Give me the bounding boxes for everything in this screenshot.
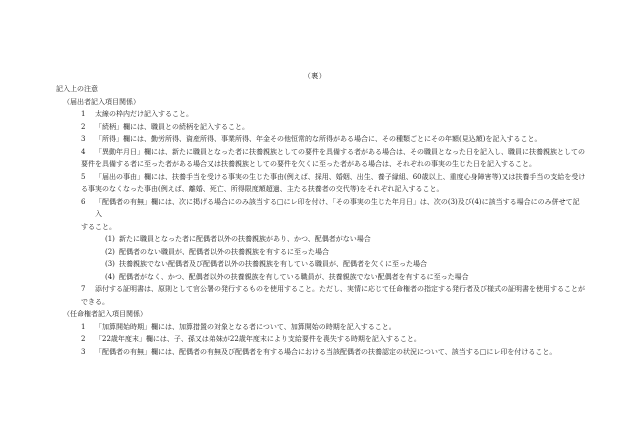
- item-number: 6: [81, 197, 86, 206]
- item-number: 1: [81, 110, 86, 118]
- note-subitem-4: [56, 271, 586, 284]
- item-text: 「22歳年度末」欄には、子、孫又は弟妹が22歳年度末により支給要件を喪失する時期を記入すること。: [95, 335, 421, 343]
- note-item-5: [56, 171, 586, 184]
- subitem-text: 扶養親族でない配偶者及び配偶者以外の扶養親族を有している職員が、配偶者を欠くに至った場合: [119, 260, 427, 268]
- notes-body: [56, 83, 586, 358]
- item-number: 2: [81, 335, 86, 343]
- item-number: 1: [81, 322, 86, 331]
- note-item-6-continued: すること。: [81, 222, 116, 231]
- section-title-appointer: （任命権者記入項目関係）: [63, 310, 147, 318]
- notes-heading: 記入上の注意: [56, 85, 98, 93]
- item-text: 「届出の事由」欄には、扶養手当を受ける事実の生じた事由(例えば、採用、婚姻、出生、養子縁組、60歳以上、重度心身障害等)又は扶養手当の支給を受け: [95, 172, 586, 181]
- note-item-3: [56, 133, 586, 146]
- note-item-5-continued: る事実のなくなった事由(例えば、離婚、死亡、所得限度額超過、主たる扶養者の交代等)をそれぞれ記入すること。: [81, 185, 444, 193]
- appointer-item-1: [56, 321, 586, 334]
- appointer-item-2: [56, 333, 586, 346]
- note-item-1: [56, 108, 586, 121]
- note-subitem-3: [56, 258, 586, 271]
- item-number: 3: [81, 135, 86, 143]
- item-text: 「所得」欄には、勤労所得、資産所得、事業所得、年金その他恒常的な所得がある場合に、その種類ごとにその年額(見込額)を記入すること。: [95, 135, 542, 143]
- subitem-number: (3): [105, 260, 115, 268]
- subitem-number: (1): [105, 235, 115, 243]
- note-item-2: [56, 121, 586, 134]
- item-text: 「配偶者の有無」欄には、次に掲げる場合にのみ該当する□にレ印を付け、「その事実の生じた年月日」は、次の(3)及び(4)に該当する場合にのみ併せて記入: [95, 197, 580, 218]
- item-number: 7: [81, 285, 86, 293]
- note-item-6: [56, 196, 586, 221]
- item-text: 添付する証明書は、原則として官公署の発行するものを使用すること。ただし、実情に応じて任命権者の指定する発行者及び様式の証明書を使用することが: [95, 285, 585, 293]
- page-side-label: （裏）: [303, 72, 327, 80]
- subitem-number: (4): [105, 272, 115, 281]
- note-item-7-continued: できる。: [81, 297, 109, 306]
- note-subitem-2: [56, 246, 586, 259]
- item-number: 2: [81, 122, 86, 131]
- subitem-number: (2): [105, 247, 115, 256]
- note-item-4: [56, 146, 586, 159]
- item-text: 「異動年月日」欄には、新たに職員となった者に扶養親族としての要件を具備する者がある場合は、その職員となった日を記入し、職員に扶養親族としての: [95, 147, 585, 156]
- subitem-text: 配偶者がなく、かつ、配偶者以外の扶養親族を有している職員が、扶養親族でない配偶者を有するに至った場合: [119, 272, 469, 281]
- note-subitem-1: [56, 233, 586, 246]
- item-number: 4: [81, 147, 86, 156]
- subitem-text: 新たに職員となった者に配偶者以外の扶養親族があり、かつ、配偶者がない場合: [119, 235, 371, 243]
- item-number: 5: [81, 172, 86, 181]
- appointer-item-3: [56, 346, 586, 359]
- note-item-7: [56, 283, 586, 296]
- note-item-4-continued: 要件を具備する者に至った者がある場合又は扶養親族としての要件を欠くに至った者がある場合は、それぞれの事実の生じた日を記入すること。: [81, 160, 536, 168]
- item-text: 「配偶者の有無」欄には、配偶者の有無及び配偶者を有する場合における当該配偶者の扶養認定の状況について、該当する□にレ印を付けること。: [95, 347, 557, 356]
- item-text: 太線の枠内だけ記入すること。: [95, 110, 193, 118]
- item-text: 「加算開始時期」欄には、加算措置の対象となる者について、加算開始の時期を記入すること。: [95, 322, 396, 331]
- section-title-applicant: （届出者記入項目関係）: [63, 97, 140, 106]
- item-text: 「続柄」欄には、職員との続柄を記入すること。: [95, 122, 249, 131]
- item-number: 3: [81, 347, 86, 356]
- subitem-text: 配偶者のない職員が、配偶者以外の扶養親族を有するに至った場合: [119, 247, 329, 256]
